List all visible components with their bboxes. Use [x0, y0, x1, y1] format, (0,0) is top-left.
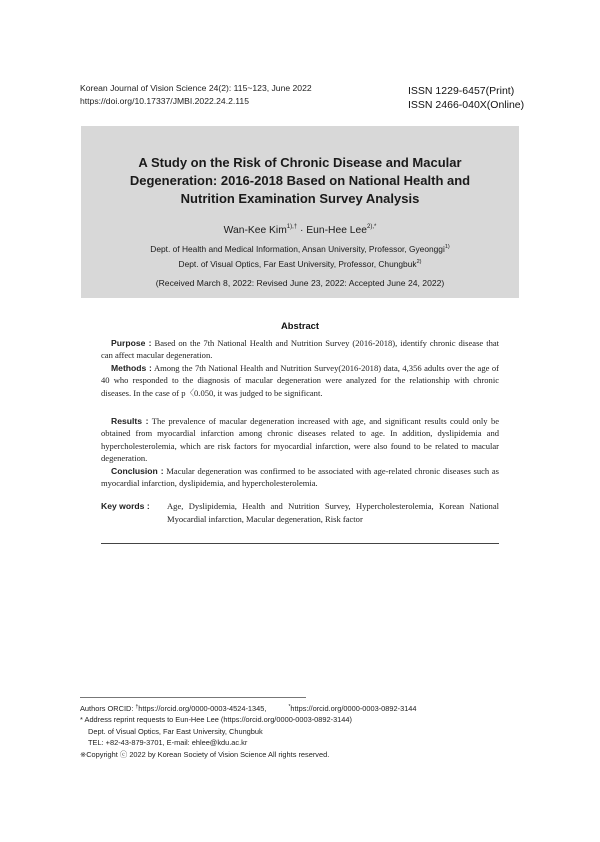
contact-info: TEL: +82-43-879-3701, E-mail: ehlee@kdu.ac.kr	[88, 738, 248, 748]
reprint-dept: Dept. of Visual Optics, Far East University, Chungbuk	[88, 726, 263, 736]
author-name: Wan-Kee Kim	[223, 225, 287, 236]
keywords-label: Key words :	[101, 501, 150, 511]
purpose-text: Based on the 7th National Health and Nutrition Survey (2016-2018), identify chronic disease that can affect macular degeneration.	[101, 338, 500, 361]
issn-print: ISSN 1229-6457(Print)	[408, 85, 515, 97]
author-affil-mark: 2),*	[366, 224, 377, 230]
author-name: Eun-Hee Lee	[306, 225, 367, 236]
issn-online: ISSN 2466-040X(Online)	[408, 99, 525, 111]
received-dates: (Received March 8, 2022: Revised June 23, 2022: Accepted June 24, 2022)	[155, 278, 445, 288]
doi-link[interactable]: https://doi.org/10.17337/JMBI.2022.24.2.115	[80, 96, 249, 106]
results-text: The prevalence of macular degeneration increased with age, and significant results could only be obtained from myocardial infarction among chronic diseases related to age. In addition, dyslipidemia and hypercholesterolemia, which are risk factors for myocardial infarction, were also found to be related to macular degeneration.	[101, 416, 500, 463]
copyright-notice: ※Copyright ⓒ 2022 by Korean Society of Vision Science All rights reserved.	[80, 749, 330, 759]
issn-block	[408, 84, 524, 112]
footnote-divider	[80, 697, 306, 698]
orcid-link[interactable]: https://orcid.org/0000-0003-0892-3144	[290, 704, 417, 713]
abstract-results	[101, 415, 499, 464]
title-line: A Study on the Risk of Chronic Disease and Macular	[138, 155, 462, 170]
affiliation-mark: 1)	[444, 244, 450, 250]
title-box	[81, 126, 519, 298]
affiliation	[81, 244, 519, 254]
results-label: Results :	[111, 416, 149, 426]
abstract-methods	[101, 362, 499, 399]
paper-title	[81, 154, 519, 208]
orcid-link[interactable]: https://orcid.org/0000-0003-4524-1345,	[138, 704, 267, 713]
orcid-mark: †	[135, 704, 139, 710]
abstract-purpose	[101, 337, 499, 362]
abstract-heading: Abstract	[280, 320, 320, 331]
reprint-address: * Address reprint requests to Eun-Hee Lee (https://orcid.org/0000-0003-0892-3144)	[80, 715, 352, 725]
author-separator: ·	[297, 225, 307, 236]
title-line: Nutrition Examination Survey Analysis	[180, 191, 420, 206]
affiliation-mark: 2)	[416, 259, 422, 265]
orcid-mark: *	[288, 704, 291, 710]
author-affil-mark: 1),†	[286, 224, 298, 230]
keywords-text: Age, Dyslipidemia, Health and Nutrition Survey, Hypercholesterolemia, Korean National Myocardial infarction, Macular degeneration, Risk factor	[167, 501, 499, 524]
author-list	[81, 224, 519, 236]
purpose-label: Purpose :	[111, 338, 152, 348]
methods-text: Among the 7th National Health and Nutrition Survey(2016-2018) data, 4,356 adults over the age of 40 who responded to the diagnosis of macular degeneration were analyzed for the relationship with chronic diseases. In the case of p〈0.050, it was judged to be significant.	[101, 363, 500, 398]
conclusion-text: Macular degeneration was confirmed to be associated with age-related chronic diseases such as myocardial infarction, dyslipidemia, and hypercholesterolemia.	[101, 466, 500, 489]
affiliation-text: Dept. of Visual Optics, Far East University, Professor, Chungbuk	[178, 259, 417, 269]
abstract-conclusion	[101, 465, 499, 490]
footnotes	[80, 702, 417, 760]
conclusion-label: Conclusion :	[111, 466, 164, 476]
affiliation	[81, 259, 519, 269]
affiliation-text: Dept. of Health and Medical Information, Ansan University, Professor, Gyeonggi	[150, 244, 445, 254]
orcid-prefix: Authors ORCID:	[80, 704, 136, 713]
abstract-divider	[101, 543, 499, 544]
methods-label: Methods :	[111, 363, 152, 373]
journal-citation	[80, 82, 312, 108]
title-line: Degeneration: 2016-2018 Based on National Health and	[129, 173, 471, 188]
orcid-line	[80, 702, 417, 714]
journal-name: Korean Journal of Vision Science 24(2): 115~123, June 2022	[80, 83, 312, 93]
